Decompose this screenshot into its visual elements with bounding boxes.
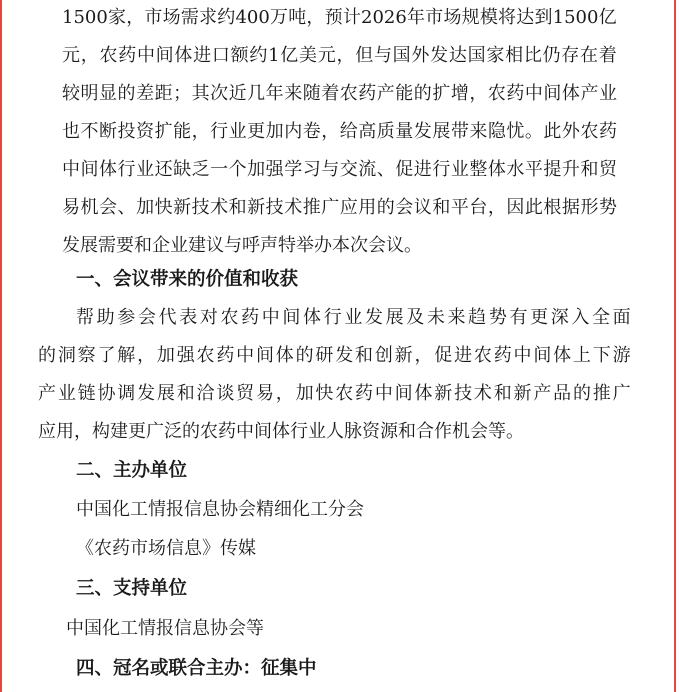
section1-heading: 一、会议带来的价值和收获 [76,269,299,290]
section2-heading: 二、主办单位 [76,460,188,481]
organizer-item-2: 《农药市场信息》传媒 [76,538,256,559]
intro-line-6: 易 机 会 、 加 快 新 技 术 和 新 技 术 推 广 应 用 的 会 议 和 平 台 ， 因 此 根 据 形 势 [62,197,617,218]
supporter-item-1: 中国化工情报信息协会等 [66,618,264,639]
intro-line-5: 中 间 体 行 业 还 缺 乏 一 个 加 强 学 习 与 交 流 、 促 进 行 业 整 体 水 平 提 升 和 贸 [62,159,617,180]
section1-line-4: 应用，构建更广泛的农药中间体行业人脉资源和合作机会等。 [38,421,524,442]
section1-line-3: 产 业 链 协 调 发 展 和 洽 谈 贸 易 ， 加 快 农 药 中 间 体 新 技 术 和 新 产 品 的 推 广 [38,383,631,404]
section1-line-1: 帮 助 参 会 代 表 对 农 药 中 间 体 行 业 发 展 及 未 来 趋 势 有 更 深 入 全 面 [76,307,631,328]
intro-line-1: 1500 家 ， 市 场 需 求 约 400 万 吨 ， 预 计 2026 年 市 场 规 模 将 达 到 1500 亿 [62,7,617,28]
organizer-item-1: 中国化工情报信息协会精细化工分会 [76,499,364,520]
intro-line-2: 元 ， 农 药 中 间 体 进 口 额 约 1 亿 美 元 ， 但 与 国 外 发 达 国 家 相 比 仍 存 在 着 [62,45,617,66]
intro-line-4: 也 不 断 投 资 扩 能 ， 行 业 更 加 内 卷 ， 给 高 质 量 发 展 带 来 隐 忧 。 此 外 农 药 [62,121,617,142]
section3-heading: 三、支持单位 [76,578,188,599]
intro-line-7: 发展需要和企业建议与呼声特举办本次会议。 [62,235,422,256]
section1-line-2: 的 洞 察 了 解 ， 加 强 农 药 中 间 体 的 研 发 和 创 新 ， 促 进 农 药 中 间 体 上 下 游 [38,345,631,366]
intro-line-3: 较 明 显 的 差 距 ； 其 次 近 几 年 来 随 着 农 药 产 能 的 扩 增 ， 农 药 中 间 体 产 业 [62,83,617,104]
section4-heading: 四、冠名或联合主办：征集中 [76,658,317,679]
